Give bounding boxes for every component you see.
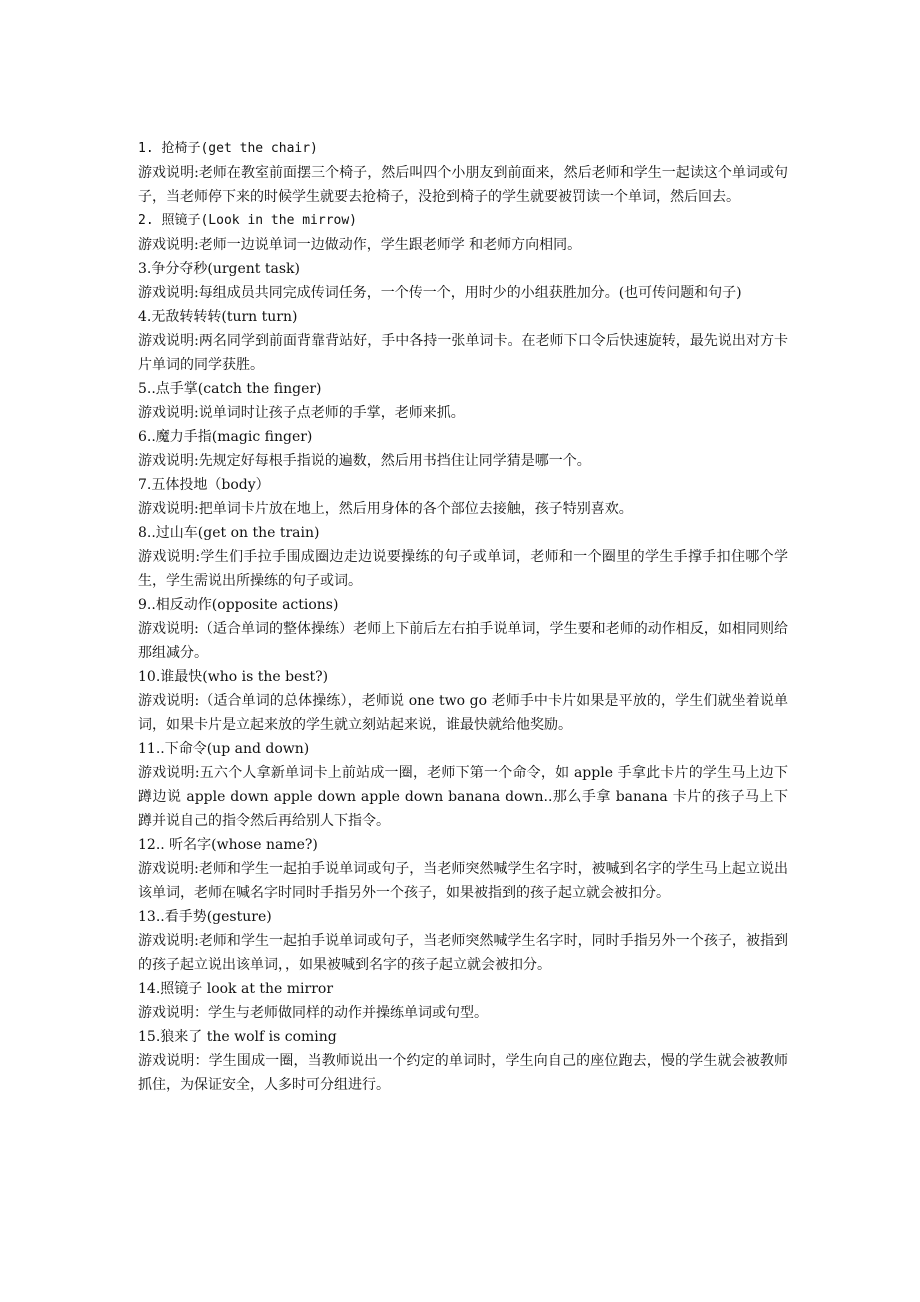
game-title: 2. 照镜子(Look in the mirrow) — [138, 213, 358, 228]
game-title: 10.谁最快(who is the best?) — [138, 669, 329, 685]
game-description: 游戏说明:老师一边说单词一边做动作，学生跟老师学 和老师方向相同。 — [138, 237, 582, 253]
game-description: 游戏说明:每组成员共同完成传词任务，一个传一个，用时少的小组获胜加分。(也可传问题和句子) — [138, 285, 742, 301]
game-description: 游戏说明:（适合单词的整体操练）老师上下前后左右拍手说单词，学生要和老师的动作相反，如相同则给那组减分。 — [138, 621, 788, 661]
game-entry — [138, 305, 788, 377]
game-entry — [138, 737, 788, 833]
game-entry — [138, 377, 788, 425]
game-entry — [138, 1025, 788, 1097]
game-title: 13..看手势(gesture) — [138, 909, 272, 925]
game-title: 15.狼来了 the wolf is coming — [138, 1029, 337, 1045]
game-title: 14.照镜子 look at the mirror — [138, 981, 334, 997]
game-title: 7.五体投地（body） — [138, 477, 270, 493]
game-title: 4.无敌转转转(turn turn) — [138, 309, 298, 325]
game-description: 游戏说明：学生与老师做同样的动作并操练单词或句型。 — [138, 1005, 488, 1021]
game-entry — [138, 473, 788, 521]
game-description: 游戏说明:老师和学生一起拍手说单词或句子，当老师突然喊学生名字时，同时手指另外一个孩子，被指到的孩子起立说出该单词，，如果被喊到名字的孩子起立就会被扣分。 — [138, 933, 788, 973]
game-entry — [138, 209, 788, 257]
game-description: 游戏说明:五六个人拿新单词卡上前站成一圈，老师下第一个命令，如 apple 手拿此卡片的学生马上边下蹲边说 apple down apple down apple down banana down..那么手拿 banana 卡片的孩子马上下蹲并说自己的指令然后再给别人下指令。 — [138, 765, 788, 829]
game-description: 游戏说明:把单词卡片放在地上，然后用身体的各个部位去接触，孩子特别喜欢。 — [138, 501, 633, 517]
game-title: 8..过山车(get on the train) — [138, 525, 320, 541]
game-entry — [138, 977, 788, 1025]
game-description: 游戏说明:说单词时让孩子点老师的手掌，老师来抓。 — [138, 405, 465, 421]
game-title: 11..下命令(up and down) — [138, 741, 310, 757]
game-description: 游戏说明:老师和学生一起拍手说单词或句子，当老师突然喊学生名字时，被喊到名字的学生马上起立说出该单词，老师在喊名字时同时手指另外一个孩子，如果被指到的孩子起立就会被扣分。 — [138, 861, 788, 901]
game-entry — [138, 833, 788, 905]
game-entry — [138, 521, 788, 593]
game-entry — [138, 137, 788, 209]
game-description: 游戏说明:学生们手拉手围成圈边走边说要操练的句子或单词，老师和一个圈里的学生手撑手扣住哪个学生，学生需说出所操练的句子或词。 — [138, 549, 788, 589]
game-title: 5..点手掌(catch the finger) — [138, 381, 322, 397]
game-title: 9..相反动作(opposite actions) — [138, 597, 339, 613]
game-entry — [138, 425, 788, 473]
game-title: 1. 抢椅子(get the chair) — [138, 141, 318, 156]
game-description: 游戏说明:老师在教室前面摆三个椅子，然后叫四个小朋友到前面来，然后老师和学生一起读这个单词或句子，当老师停下来的时候学生就要去抢椅子，没抢到椅子的学生就要被罚读一个单词，然后回去。 — [138, 165, 788, 205]
game-entry — [138, 593, 788, 665]
document-body — [138, 137, 788, 1097]
game-description: 游戏说明:两名同学到前面背靠背站好，手中各持一张单词卡。在老师下口令后快速旋转，最先说出对方卡片单词的同学获胜。 — [138, 333, 788, 373]
game-description: 游戏说明：学生围成一圈，当教师说出一个约定的单词时，学生向自己的座位跑去，慢的学生就会被教师抓住，为保证安全，人多时可分组进行。 — [138, 1053, 788, 1093]
game-description: 游戏说明:先规定好每根手指说的遍数，然后用书挡住让同学猜是哪一个。 — [138, 453, 591, 469]
game-title: 3.争分夺秒(urgent task) — [138, 261, 300, 277]
game-description: 游戏说明:（适合单词的总体操练），老师说 one two go 老师手中卡片如果是平放的，学生们就坐着说单词，如果卡片是立起来放的学生就立刻站起来说，谁最快就给他奖励。 — [138, 693, 788, 733]
game-entry — [138, 665, 788, 737]
game-title: 6..魔力手指(magic finger) — [138, 429, 313, 445]
game-title: 12.. 听名字(whose name?) — [138, 837, 318, 853]
game-entry — [138, 257, 788, 305]
game-entry — [138, 905, 788, 977]
